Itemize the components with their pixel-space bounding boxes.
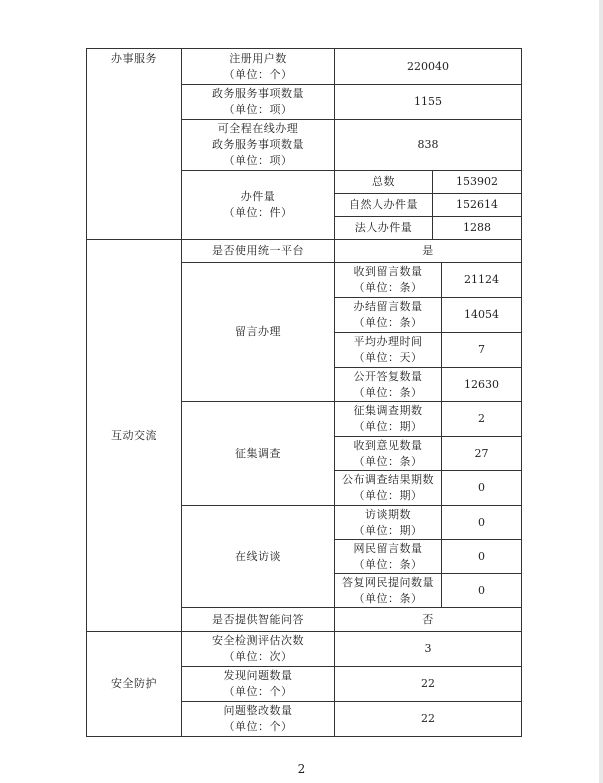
value-natural-person: 152614	[432, 193, 522, 217]
value-received-messages: 21124	[441, 262, 522, 298]
value-survey-periods: 2	[441, 401, 522, 437]
row-label-smart-qa: 是否提供智能问答	[181, 607, 335, 632]
value-security-evaluations: 3	[334, 631, 522, 667]
value-problems-found: 22	[334, 666, 522, 702]
sub-label-opinions-received: 收到意见数量 （单位：条）	[334, 436, 442, 471]
row-label-online-interview: 在线访谈	[181, 505, 335, 608]
row-label-security-evaluations: 安全检测评估次数 （单位：次）	[181, 631, 335, 667]
value-service-items: 1155	[334, 84, 522, 120]
sub-label-answered-questions: 答复网民提问数量 （单位：条）	[334, 573, 442, 608]
value-smart-qa: 否	[334, 607, 522, 632]
sub-label-average-time: 平均办理时间 （单位：天）	[334, 332, 442, 368]
value-registered-users: 220040	[334, 48, 522, 85]
value-unified-platform: 是	[334, 239, 522, 263]
sub-label-closed-messages: 办结留言数量 （单位：条）	[334, 297, 442, 333]
row-label-problems-fixed: 问题整改数量 （单位：个）	[181, 701, 335, 737]
sub-label-legal-person: 法人办件量	[334, 216, 433, 240]
value-closed-messages: 14054	[441, 297, 522, 333]
value-answered-questions: 0	[441, 573, 522, 608]
sub-label-survey-periods: 征集调查期数 （单位：期）	[334, 401, 442, 437]
value-problems-fixed: 22	[334, 701, 522, 737]
row-label-registered-users: 注册用户数 （单位：个）	[181, 48, 335, 85]
value-interview-periods: 0	[441, 505, 522, 540]
sub-label-public-replies: 公开答复数量 （单位：条）	[334, 367, 442, 402]
value-online-items: 838	[334, 119, 522, 171]
sub-label-received-messages: 收到留言数量 （单位：条）	[334, 262, 442, 298]
sub-label-total: 总数	[334, 170, 433, 194]
value-legal-person: 1288	[432, 216, 522, 240]
value-results-published: 0	[441, 470, 522, 506]
sub-label-natural-person: 自然人办件量	[334, 193, 433, 217]
sub-label-results-published: 公布调查结果期数 （单位：期）	[334, 470, 442, 506]
section-label-bsfw: 办事服务	[86, 48, 182, 240]
row-label-unified-platform: 是否使用统一平台	[181, 239, 335, 263]
value-average-time: 7	[441, 332, 522, 368]
value-netizen-messages: 0	[441, 539, 522, 574]
sub-label-netizen-messages: 网民留言数量 （单位：条）	[334, 539, 442, 574]
row-label-online-items: 可全程在线办理 政务服务事项数量 （单位：项）	[181, 119, 335, 171]
section-label-hdjl: 互动交流	[86, 239, 182, 632]
row-label-problems-found: 发现问题数量 （单位：个）	[181, 666, 335, 702]
section-label-aqfh: 安全防护	[86, 631, 182, 737]
row-label-survey: 征集调查	[181, 401, 335, 506]
page-number: 2	[297, 762, 306, 776]
value-total: 153902	[432, 170, 522, 194]
row-label-message-handling: 留言办理	[181, 262, 335, 402]
value-public-replies: 12630	[441, 367, 522, 402]
row-label-service-items: 政务服务事项数量 （单位：项）	[181, 84, 335, 120]
row-label-case-volume: 办件量 （单位：件）	[181, 170, 335, 240]
value-opinions-received: 27	[441, 436, 522, 471]
sub-label-interview-periods: 访谈期数 （单位：期）	[334, 505, 442, 540]
